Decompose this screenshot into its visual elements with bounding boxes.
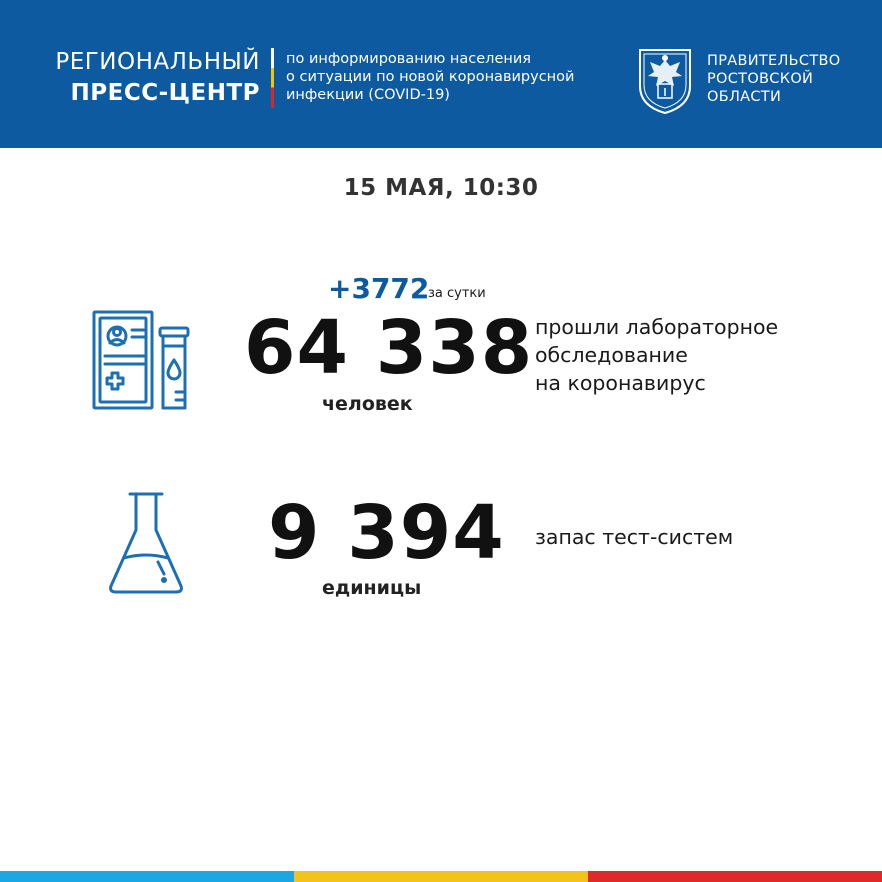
tested-description bbox=[535, 313, 778, 397]
daily-increase: +3772 bbox=[328, 272, 430, 305]
footer-stripe-red bbox=[588, 871, 882, 882]
lab-flask-icon bbox=[106, 490, 186, 596]
footer-stripe-yellow bbox=[294, 871, 588, 882]
header-description bbox=[286, 50, 606, 104]
header-description-line: о ситуации по новой коронавирусной bbox=[286, 69, 575, 85]
test-systems-description-line: запас тест-систем bbox=[535, 525, 734, 549]
header-description-line: по информированию населения bbox=[286, 51, 531, 67]
tested-description-line: на коронавирус bbox=[535, 371, 706, 395]
footer-stripe-blue bbox=[0, 871, 294, 882]
medical-record-test-tube-icon bbox=[90, 306, 198, 416]
brand-title-line1: РЕГИОНАЛЬНЫЙ bbox=[55, 49, 260, 75]
test-systems-count: 9 394 bbox=[268, 490, 505, 576]
flag-divider bbox=[271, 48, 274, 108]
header-banner bbox=[0, 0, 882, 148]
test-systems-unit: единицы bbox=[322, 577, 422, 599]
government-name-line: ОБЛАСТИ bbox=[707, 89, 782, 105]
tested-description-line: прошли лабораторное bbox=[535, 315, 779, 339]
test-systems-description bbox=[535, 523, 733, 551]
tested-count: 64 338 bbox=[244, 305, 534, 391]
tested-description-line: обследование bbox=[535, 343, 688, 367]
government-name-line: ПРАВИТЕЛЬСТВО bbox=[707, 53, 841, 69]
daily-increase-label: за сутки bbox=[428, 286, 486, 301]
government-name bbox=[707, 52, 867, 106]
tested-count-unit: человек bbox=[322, 393, 413, 415]
coat-of-arms-icon bbox=[636, 46, 694, 116]
report-date: 15 МАЯ, 10:30 bbox=[343, 175, 539, 201]
header-description-line: инфекции (COVID-19) bbox=[286, 87, 450, 103]
government-name-line: РОСТОВСКОЙ bbox=[707, 71, 814, 87]
brand-title-line2: ПРЕСС-ЦЕНТР bbox=[70, 80, 260, 106]
